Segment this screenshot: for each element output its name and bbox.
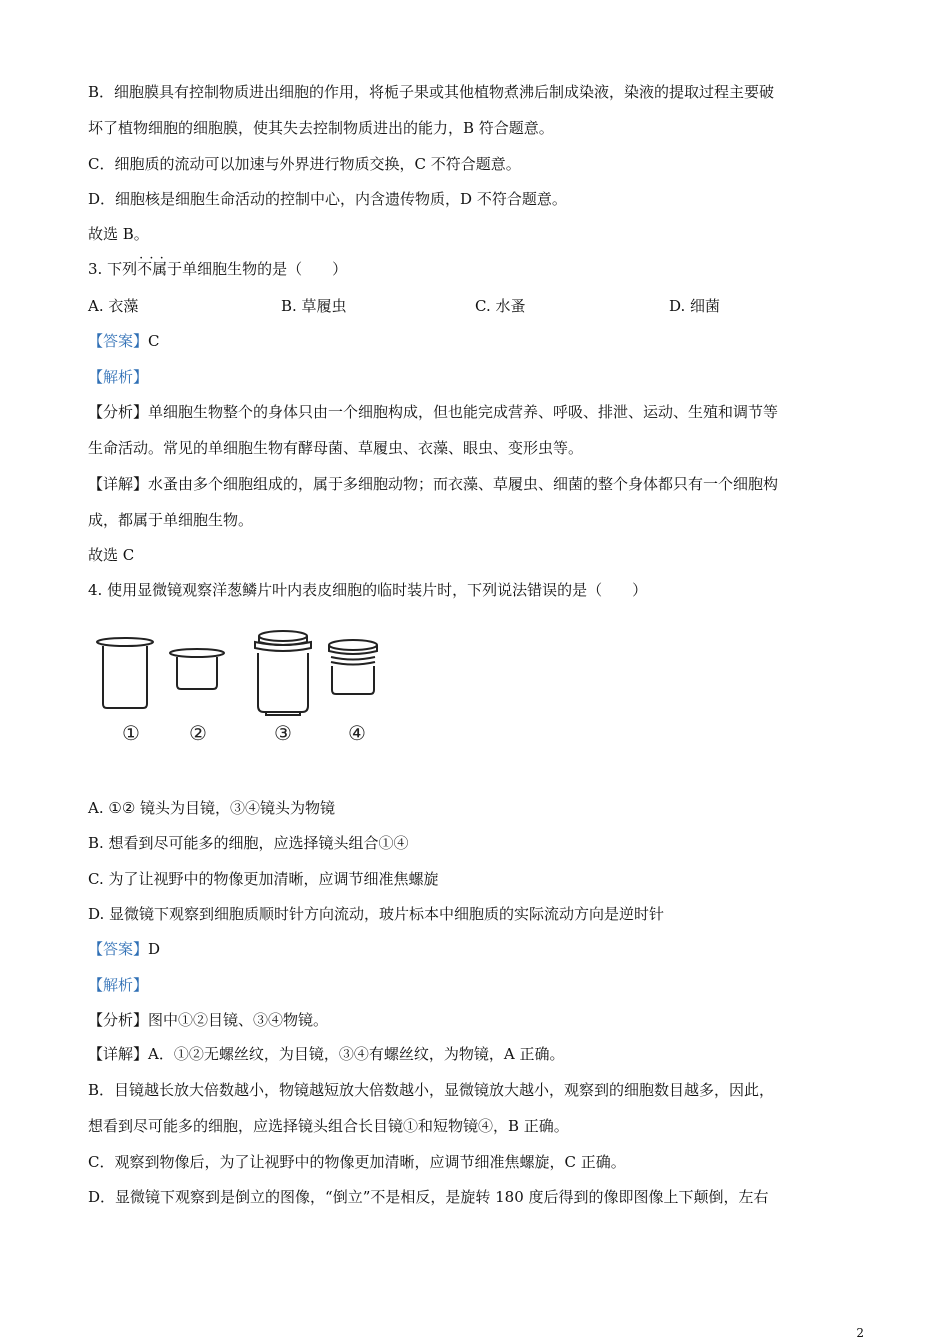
question-3-choose: 故选 C (88, 546, 135, 564)
question-3-answer (88, 331, 160, 351)
lens-label-3: ③ (274, 721, 292, 745)
xiangjie-text: A．①②无螺丝纹，为目镜，③④有螺丝纹，为物镜，A 正确。 (148, 1045, 565, 1063)
question-3-option-d: D. 细菌 (669, 297, 721, 315)
question-3-emphasis: · · · 不属于 (137, 260, 182, 278)
microscope-lens-figure (92, 626, 392, 752)
lens-1-eyepiece-long (97, 638, 153, 708)
question-4-option-a: A. ①② 镜头为目镜，③④镜头为物镜 (88, 799, 336, 817)
question-4-stem: 4. 使用显微镜观察洋葱鳞片叶内表皮细胞的临时装片时，下列说法错误的是（ ） (88, 581, 648, 599)
question-3-xiangjie-line-2: 成，都属于单细胞生物。 (88, 511, 254, 529)
question-3-stem-suffix: 单细胞生物的是（ ） (182, 260, 348, 278)
xiangjie-tag: 【详解】 (88, 1045, 149, 1063)
question-4-option-d: D. 显微镜下观察到细胞质顺时针方向流动，玻片标本中细胞质的实际流动方向是逆时针 (88, 905, 665, 923)
question-4-xiangjie-b-line-2: 想看到尽可能多的细胞，应选择镜头组合长目镜①和短物镜④，B 正确。 (88, 1117, 569, 1135)
question-4-xiangjie-c: C．观察到物像后，为了让视野中的物像更加清晰，应调节细准焦螺旋，C 正确。 (88, 1153, 626, 1171)
question-4-xiangjie-a (88, 1044, 564, 1064)
question-4-answer (88, 939, 160, 959)
answer-value: C (148, 332, 160, 350)
lens-label-1: ① (122, 721, 140, 745)
question-3-xiangjie-line-1 (88, 474, 778, 494)
lens-3-objective-long (255, 631, 311, 715)
question-3-analysis-tag: 【解析】 (88, 368, 149, 386)
fenxi-tag: 【分析】 (88, 403, 149, 421)
question-3-fenxi-line-2: 生命活动。常见的单细胞生物有酵母菌、草履虫、衣藻、眼虫、变形虫等。 (88, 439, 584, 457)
fenxi-text: 图中①②目镜、③④物镜。 (148, 1011, 329, 1029)
lens-label-4: ④ (348, 721, 366, 745)
question-3-option-a: A. 衣藻 (88, 297, 139, 315)
fenxi-tag: 【分析】 (88, 1011, 149, 1029)
fenxi-text: 单细胞生物整个的身体只由一个细胞构成，但也能完成营养、呼吸、排泄、运动、生殖和调节等 (148, 403, 779, 421)
xiangjie-tag: 【详解】 (88, 475, 149, 493)
xiangjie-text: 水蚤由多个细胞组成的，属于多细胞动物；而衣藻、草履虫、细菌的整个身体都只有一个细胞构 (148, 475, 779, 493)
lens-2-eyepiece-short (170, 649, 224, 689)
answer-tag: 【答案】 (88, 332, 149, 350)
question-4-xiangjie-b-line-1: B．目镜越长放大倍数越小，物镜越短放大倍数越小，显微镜放大越小，观察到的细胞数目越多，因此， (88, 1081, 775, 1099)
lens-drawing (92, 626, 392, 752)
page-number: 2 (856, 1326, 864, 1340)
answer-tag: 【答案】 (88, 940, 149, 958)
question-4-fenxi (88, 1010, 328, 1030)
question-3-option-b: B. 草履虫 (281, 297, 347, 315)
explanation-d-line: D．细胞核是细胞生命活动的控制中心，内含遗传物质，D 不符合题意。 (88, 190, 567, 208)
question-3-option-c: C. 水蚤 (475, 297, 526, 315)
explanation-b-line-1: B．细胞膜具有控制物质进出细胞的作用，将栀子果或其他植物煮沸后制成染液，染液的提取过程主要破 (88, 83, 775, 101)
lens-label-2: ② (189, 721, 207, 745)
question-4-analysis-tag: 【解析】 (88, 976, 149, 994)
question-4-xiangjie-d: D．显微镜下观察到是倒立的图像，“倒立”不是相反，是旋转 180 度后得到的像即图像上下颠倒，左右 (88, 1188, 769, 1206)
question-4-option-b: B. 想看到尽可能多的细胞，应选择镜头组合①④ (88, 834, 409, 852)
explanation-c-line: C．细胞质的流动可以加速与外界进行物质交换，C 不符合题意。 (88, 155, 521, 173)
choose-b-line: 故选 B。 (88, 225, 149, 243)
question-3-fenxi-line-1 (88, 402, 778, 422)
explanation-b-line-2: 坏了植物细胞的细胞膜，使其失去控制物质进出的能力，B 符合题意。 (88, 119, 554, 137)
question-4-option-c: C. 为了让视野中的物像更加清晰，应调节细准焦螺旋 (88, 870, 439, 888)
lens-4-objective-short (329, 640, 377, 694)
answer-value: D (148, 940, 161, 958)
question-3-stem (88, 259, 347, 279)
question-3-stem-prefix: 3. 下列 (88, 260, 138, 278)
